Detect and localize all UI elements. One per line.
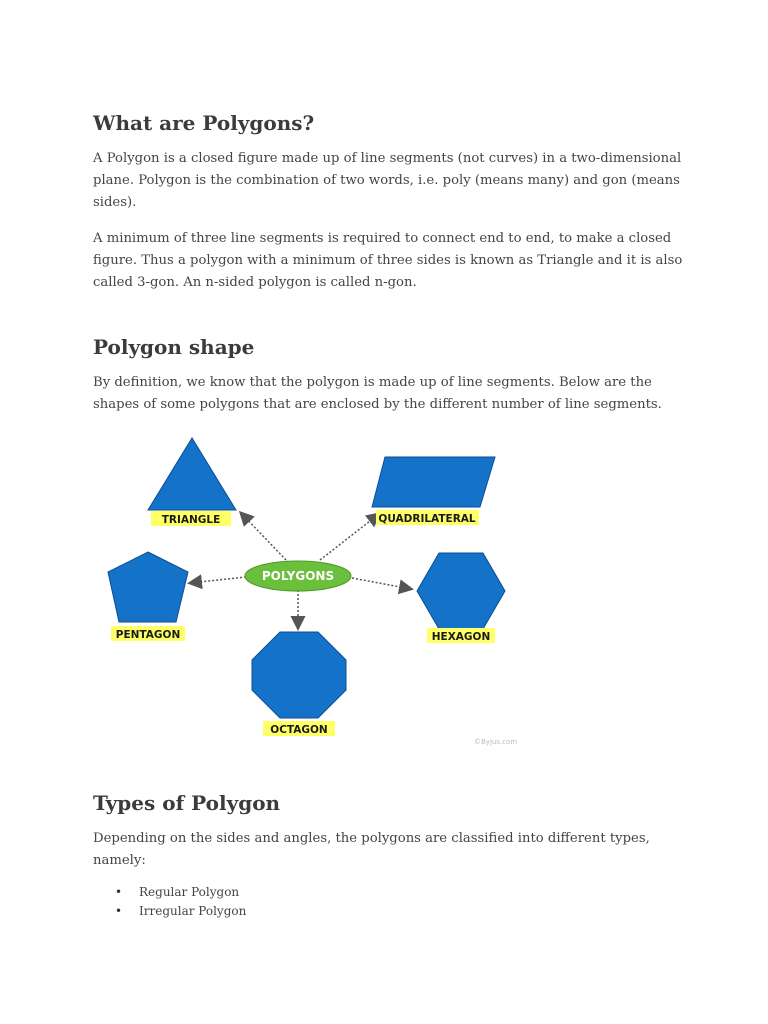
hexagon-label: HEXAGON [431,631,491,643]
triangle-shape [148,438,236,510]
list-item: • Irregular Polygon [93,902,246,921]
quadrilateral-shape [372,457,495,507]
arrow-to-pentagon [190,577,246,583]
polygon-diagram-svg [100,432,530,752]
triangle-label: TRIANGLE [161,514,221,526]
pentagon-shape [108,552,188,622]
polygons-center-label: POLYGONS [261,569,335,583]
heading-types-of-polygon: Types of Polygon [93,791,281,815]
hexagon-shape [417,553,505,629]
quadrilateral-label: QUADRILATERAL [378,513,476,525]
list-item: • Regular Polygon [93,883,246,902]
paragraph-polygon-shape: By definition, we know that the polygon is made up of line segments. Below are the shapes of some polygons that are enclosed by the different number of line segments. [93,375,662,412]
polygon-diagram [100,432,530,752]
arrow-to-hexagon [352,578,411,589]
arrow-to-triangle [241,513,286,560]
polygon-types-list [93,883,246,921]
octagon-shape [252,632,346,718]
heading-what-are-polygons: What are Polygons? [93,111,315,135]
octagon-label: OCTAGON [270,724,328,736]
image-credit: ©Byjus.com [474,738,518,746]
pentagon-label: PENTAGON [115,629,181,641]
paragraph-minimum-sides: A minimum of three line segments is required to connect end to end, to make a closed figure. Thus a polygon with a minimum of three sides is known as Triangle and it is also called 3-gon. An n-sided polygon is called n-gon. [93,231,683,290]
paragraph-types-intro: Depending on the sides and angles, the polygons are classified into different types, namely: [93,831,650,868]
paragraph-polygon-definition: A Polygon is a closed figure made up of line segments (not curves) in a two-dimensional plane. Polygon is the combination of two words, i.e. poly (means many) and gon (means sides). [93,151,682,210]
arrow-to-quadrilateral [320,514,379,560]
heading-polygon-shape: Polygon shape [93,335,255,359]
